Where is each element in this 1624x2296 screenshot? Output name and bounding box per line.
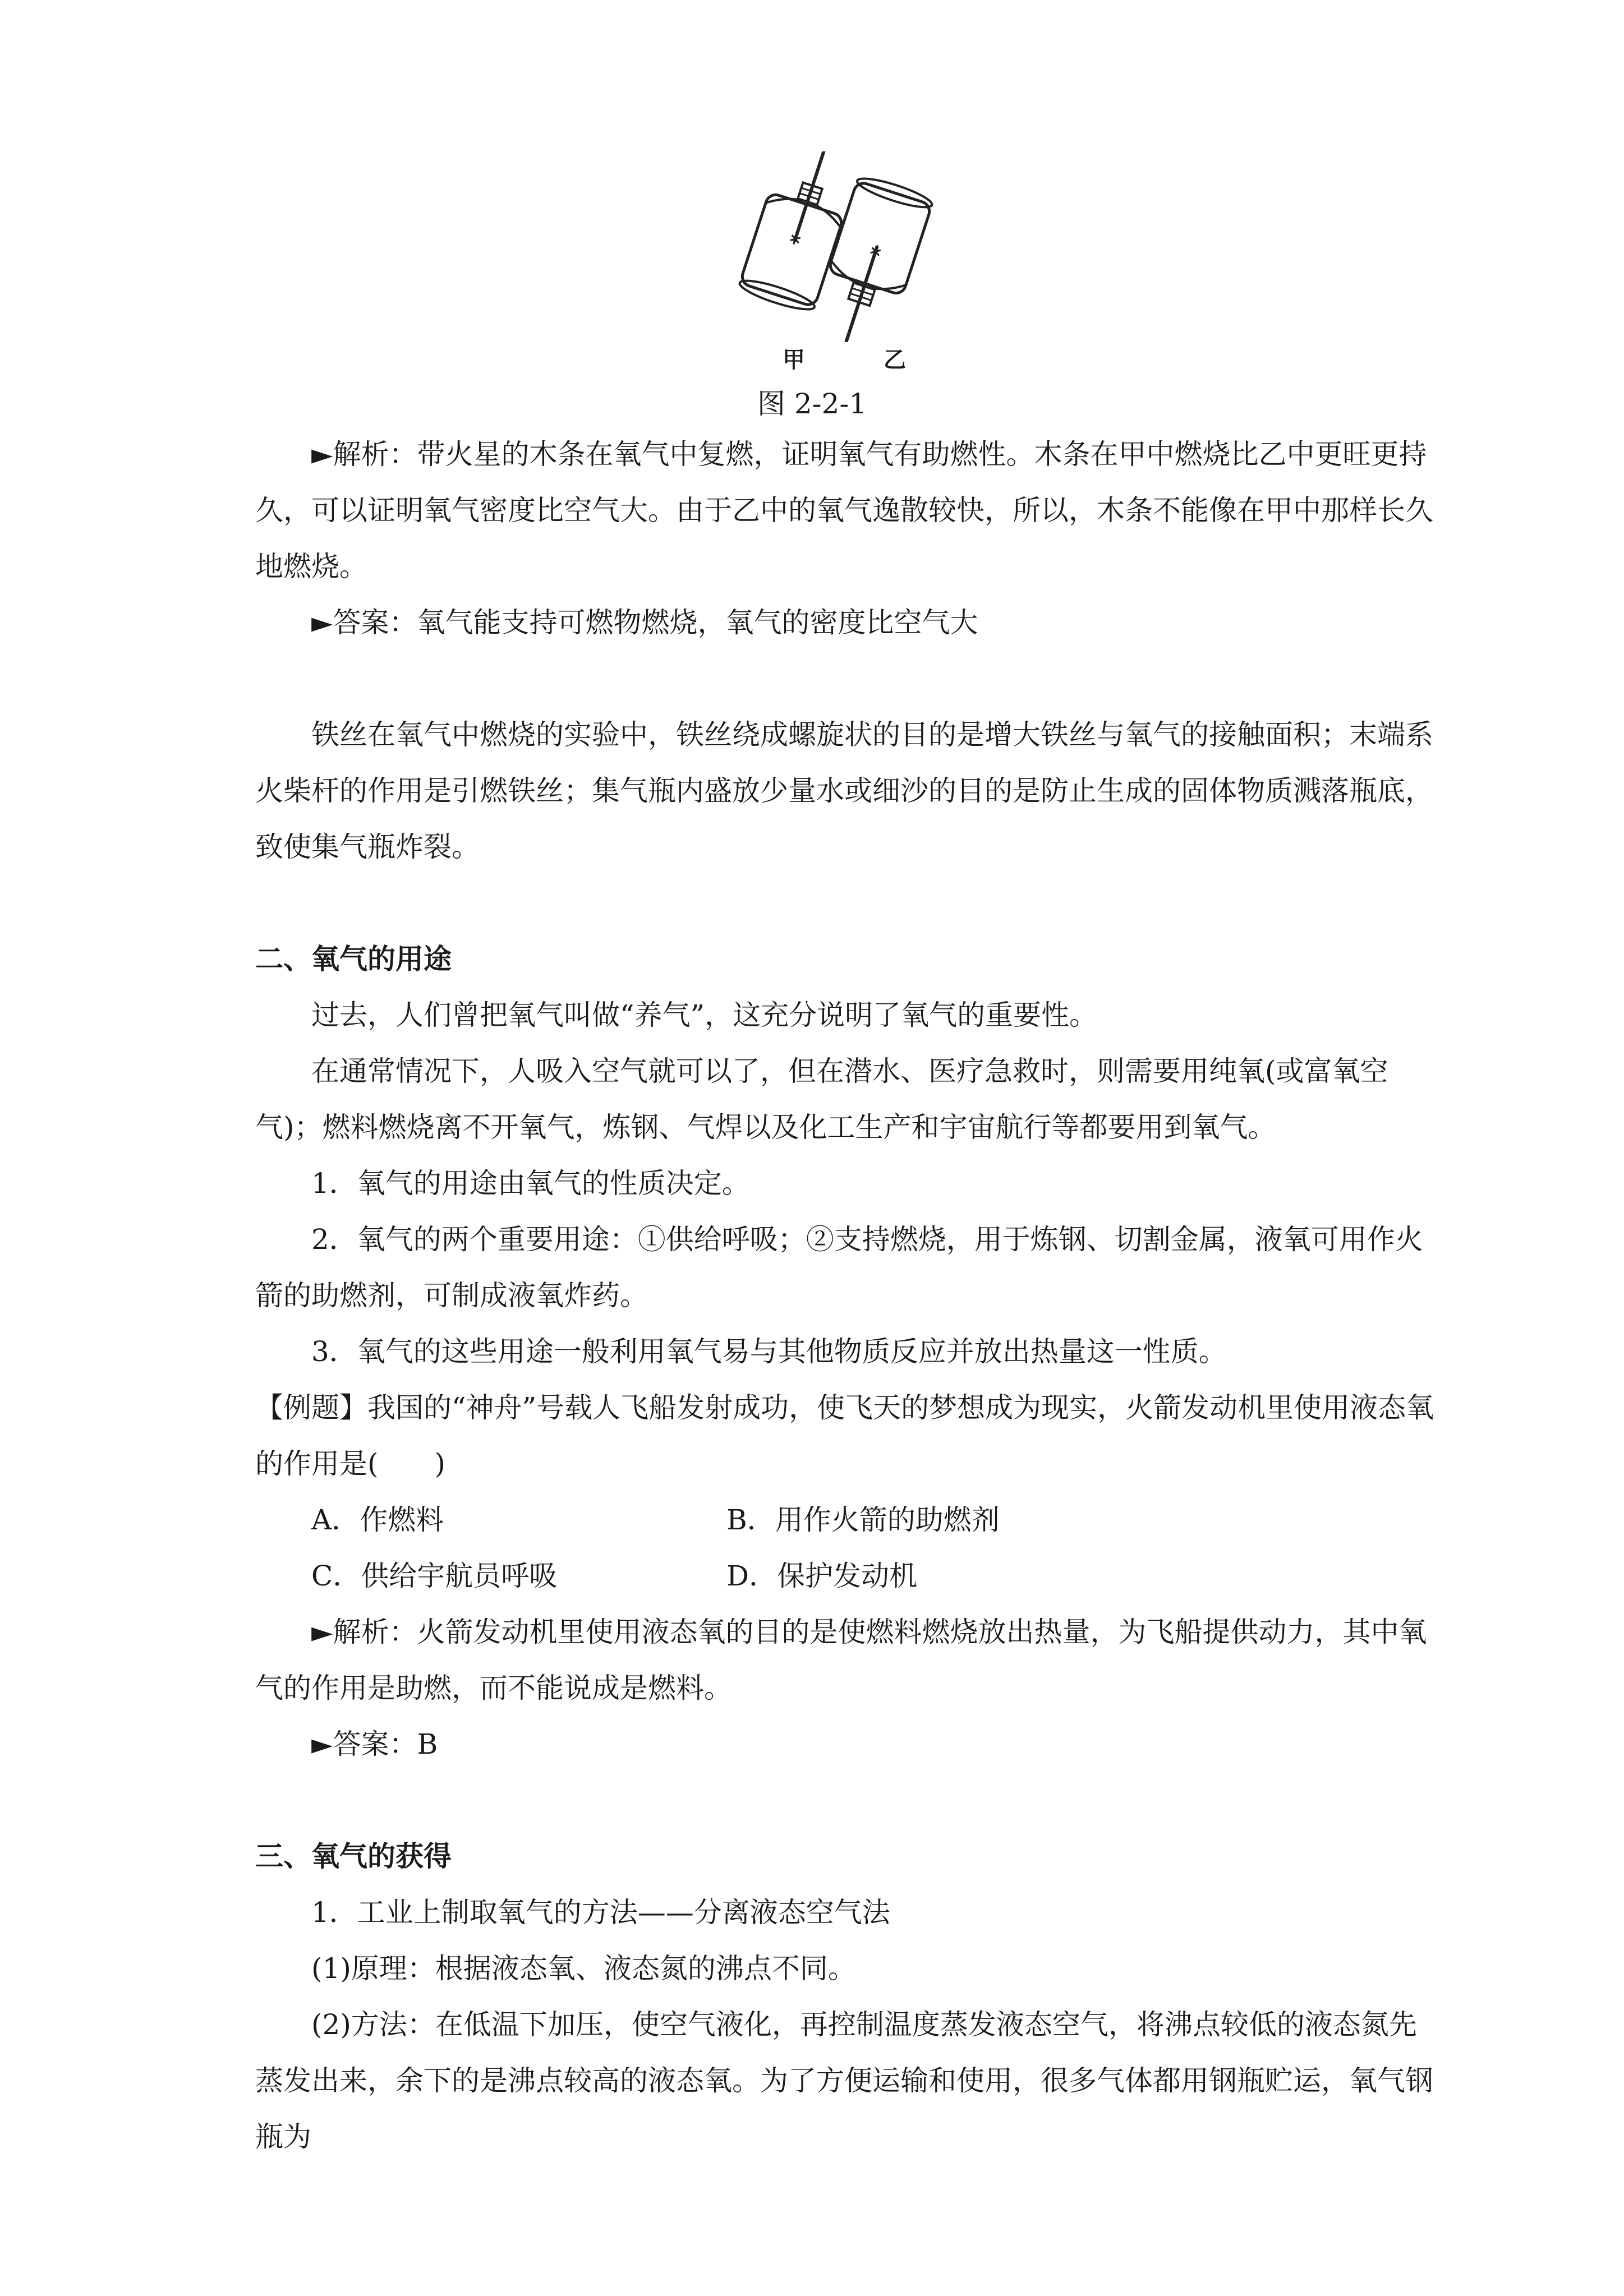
iron-wire-note: 铁丝在氧气中燃烧的实验中，铁丝绕成螺旋状的目的是增大铁丝与氧气的接触面积；末端系火柴杆的作用是引燃铁丝；集气瓶内盛放少量水或细沙的目的是防止生成的固体物质溅落瓶底，致使集气瓶炸裂。: [255, 718, 1433, 863]
option-d: D．保护发动机: [726, 1560, 918, 1592]
uses-item-1: 1．氧气的用途由氧气的性质决定。: [311, 1167, 750, 1200]
section-heading-uses: 二、氧气的用途: [255, 943, 452, 975]
figure-caption: 图 2-2-1: [757, 388, 867, 420]
uses-item-3: 3．氧气的这些用途一般利用氧气易与其他物质反应并放出热量这一性质。: [311, 1335, 1227, 1368]
example-question: 【例题】我国的“神舟”号载人飞船发射成功，使飞天的梦想成为现实，火箭发动机里使用液态氧的作用是( ): [255, 1391, 1434, 1480]
option-a: A．作燃料: [311, 1504, 444, 1536]
spacer: [255, 1772, 1444, 1828]
figure-label-jia: 甲: [783, 347, 805, 373]
options-row-2: [255, 1548, 1444, 1604]
options-row-1: [255, 1492, 1444, 1548]
obtain-sub-1: (1)原理：根据液态氧、液态氮的沸点不同。: [311, 1952, 856, 1985]
bottle-illustration: [729, 151, 942, 342]
analysis-paragraph-1: ►解析：带火星的木条在氧气中复燃，证明氧气有助燃性。木条在甲中燃烧比乙中更旺更持久，可以证明氧气密度比空气大。由于乙中的氧气逸散较快，所以，木条不能像在甲中那样长久地燃烧。: [255, 438, 1433, 583]
bottle-jia: [737, 151, 863, 315]
uses-paragraph-1: 过去，人们曾把氧气叫做“养气”，这充分说明了氧气的重要性。: [311, 999, 1098, 1031]
answer-paragraph-2: ►答案：B: [311, 1728, 438, 1760]
figure-label-yi: 乙: [884, 347, 906, 373]
bottle-yi: [809, 173, 935, 342]
section-heading-obtain: 三、氧气的获得: [255, 1840, 452, 1873]
uses-item-2: 2．氧气的两个重要用途：①供给呼吸；②支持燃烧，用于炼钢、切割金属，液氧可用作火箭的助燃剂，可制成液氧炸药。: [255, 1223, 1423, 1312]
obtain-sub-2: (2)方法：在低温下加压，使空气液化，再控制温度蒸发液态空气，将沸点较低的液态氮先蒸发出来，余下的是沸点较高的液态氧。为了方便运输和使用，很多气体都用钢瓶贮运，氧气钢瓶为: [255, 2008, 1433, 2153]
uses-paragraph-2: 在通常情况下，人吸入空气就可以了，但在潜水、医疗急救时，则需要用纯氧(或富氧空气)；燃料燃烧离不开氧气，炼钢、气焊以及化工生产和宇宙航行等都要用到氧气。: [255, 1055, 1388, 1144]
document-body: [255, 426, 1444, 2165]
option-b: B．用作火箭的助燃剂: [726, 1504, 1000, 1536]
answer-paragraph-1: ►答案：氧气能支持可燃物燃烧，氧气的密度比空气大: [311, 606, 978, 639]
obtain-item-1: 1．工业上制取氧气的方法——分离液态空气法: [311, 1896, 890, 1929]
spacer: [255, 651, 1444, 707]
spacer: [255, 875, 1444, 931]
bottle-figure: [729, 151, 942, 376]
analysis-paragraph-2: ►解析：火箭发动机里使用液态氧的目的是使燃料燃烧放出热量，为飞船提供动力，其中氧气的作用是助燃，而不能说成是燃料。: [255, 1616, 1427, 1704]
option-c: C．供给宇航员呼吸: [311, 1560, 558, 1592]
